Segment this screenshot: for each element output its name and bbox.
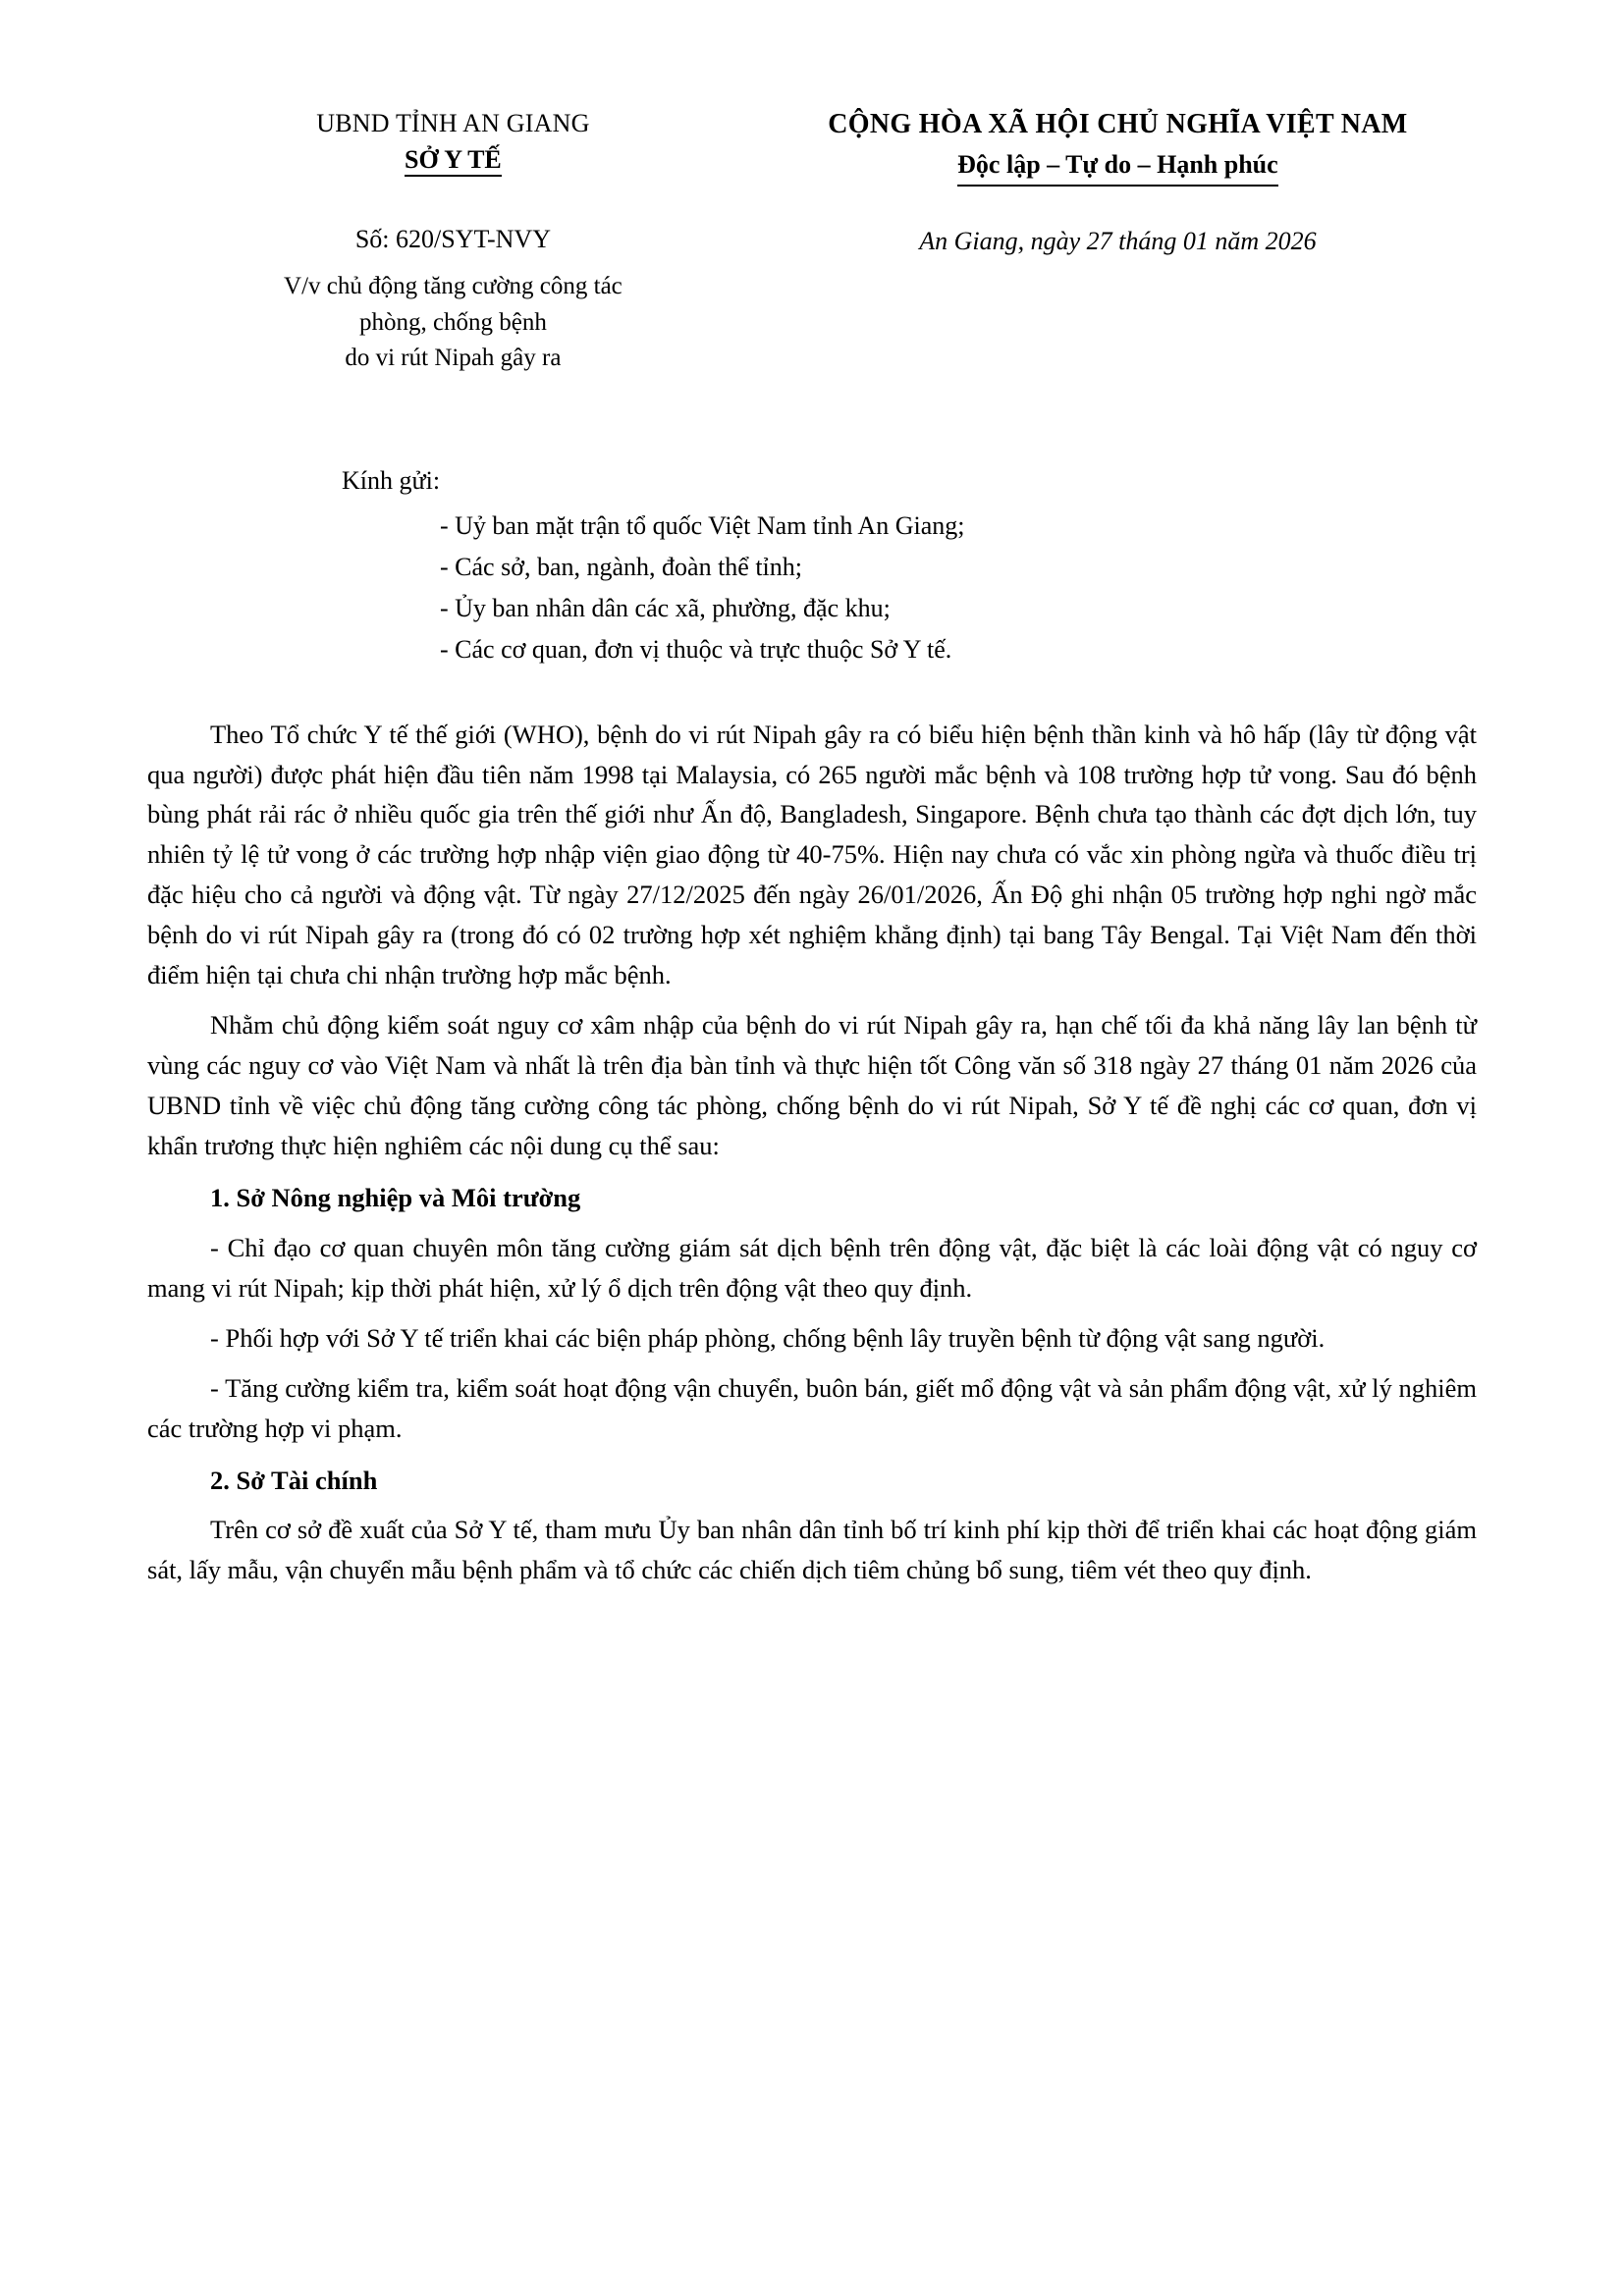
document-subject-line-3: do vi rút Nipah gây ra [345, 344, 562, 371]
issuing-authority-block [147, 94, 759, 177]
section-1-item-1: - Chỉ đạo cơ quan chuyên môn tăng cường giám sát dịch bệnh trên động vật, đặc biệt là các loài động vật có nguy cơ mang vi rút Nipah; kịp thời phát hiện, xử lý ổ dịch trên động vật theo quy định. [147, 1232, 1477, 1303]
section-1-item-3: - Tăng cường kiểm tra, kiểm soát hoạt động vận chuyển, buôn bán, giết mổ động vật và sản phẩm động vật, xử lý nghiêm các trường hợp vi phạm. [147, 1372, 1477, 1443]
document-header [147, 94, 1477, 187]
body-paragraph-1: Theo Tổ chức Y tế thế giới (WHO), bệnh do vi rút Nipah gây ra có biểu hiện bệnh thần kinh và hô hấp (lây từ động vật qua người) được phát hiện đầu tiên năm 1998 tại Malaysia, có 265 người mắc bệnh và 108 trường hợp tử vong. Sau đó bệnh bùng phát rải rác ở nhiều quốc gia trên thế giới như Ấn độ, Bangladesh, Singapore. Bệnh chưa tạo thành các đợt dịch lớn, tuy nhiên tỷ lệ tử vong ở các trường hợp nhập viện giao động từ 40-75%. Hiện nay chưa có vắc xin phòng ngừa và thuốc điều trị đặc hiệu cho cả người và động vật. Từ ngày 27/12/2025 đến ngày 26/01/2026, Ấn Độ ghi nhận 05 trường hợp nghi ngờ mắc bệnh do vi rút Nipah gây ra (trong đó có 02 trường hợp xét nghiệm khẳng định) tại bang Tây Bengal. Tại Việt Nam đến thời điểm hiện tại chưa chi nhận trường hợp mắc bệnh. [147, 719, 1477, 990]
national-heading-block [759, 94, 1477, 187]
list-item: - Uỷ ban mặt trận tổ quốc Việt Nam tỉnh An Giang; [440, 511, 965, 541]
document-subject-line-2: phòng, chống bệnh [358, 308, 547, 336]
list-item: - Các sở, ban, ngành, đoàn thể tỉnh; [440, 553, 803, 582]
document-number: Số: 620/SYT-NVY [354, 224, 551, 253]
document-subject-line-1: V/v chủ động tăng cường công tác [284, 273, 623, 300]
section-1-title: 1. Sở Nông nghiệp và Môi trường [210, 1182, 581, 1212]
section-1-item-2: - Phối hợp với Sở Y tế triển khai các biện pháp phòng, chống bệnh lây truyền bệnh từ động vật sang người. [210, 1322, 1326, 1353]
department-name: SỞ Y TẾ [405, 142, 502, 177]
list-item: - Các cơ quan, đơn vị thuộc và trực thuộc Sở Y tế. [440, 635, 952, 665]
list-item: - Ủy ban nhân dân các xã, phường, đặc khu; [440, 594, 891, 623]
body-paragraph-2: Nhằm chủ động kiểm soát nguy cơ xâm nhập của bệnh do vi rút Nipah gây ra, hạn chế tối đa khả năng lây lan bệnh từ vùng các nguy cơ vào Việt Nam và nhất là trên địa bàn tỉnh và thực hiện tốt Công văn số 318 ngày 27 tháng 01 năm 2026 của UBND tỉnh về việc chủ động tăng cường công tác phòng, chống bệnh do vi rút Nipah, Sở Y tế đề nghị các cơ quan, đơn vị khẩn trương thực hiện nghiêm các nội dung cụ thể sau: [147, 1010, 1477, 1160]
country-title: CỘNG HÒA XÃ HỘI CHỦ NGHĨA VIỆT NAM [828, 109, 1408, 139]
document-body [147, 715, 1477, 1591]
document-subject [147, 269, 759, 376]
document-subheader [147, 222, 1477, 376]
document-ref-block [147, 222, 759, 376]
place-date-block [759, 222, 1477, 259]
section-2-paragraph: Trên cơ sở đề xuất của Sở Y tế, tham mưu Ủy ban nhân dân tỉnh bố trí kinh phí kịp thời để triển khai các hoạt động giám sát, lấy mẫu, vận chuyển mẫu bệnh phẩm và tổ chức các chiến dịch tiêm chủng bổ sung, tiêm vét theo quy định. [147, 1515, 1477, 1585]
province-committee-name: UBND TỈNH AN GIANG [316, 109, 590, 137]
recipients-block [147, 460, 1477, 671]
recipients-label: Kính gửi: [342, 466, 441, 496]
section-2-title: 2. Sở Tài chính [210, 1465, 378, 1495]
place-and-date: An Giang, ngày 27 tháng 01 năm 2026 [919, 226, 1317, 255]
recipients-list [342, 506, 1477, 670]
country-motto: Độc lập – Tự do – Hạnh phúc [957, 147, 1278, 187]
